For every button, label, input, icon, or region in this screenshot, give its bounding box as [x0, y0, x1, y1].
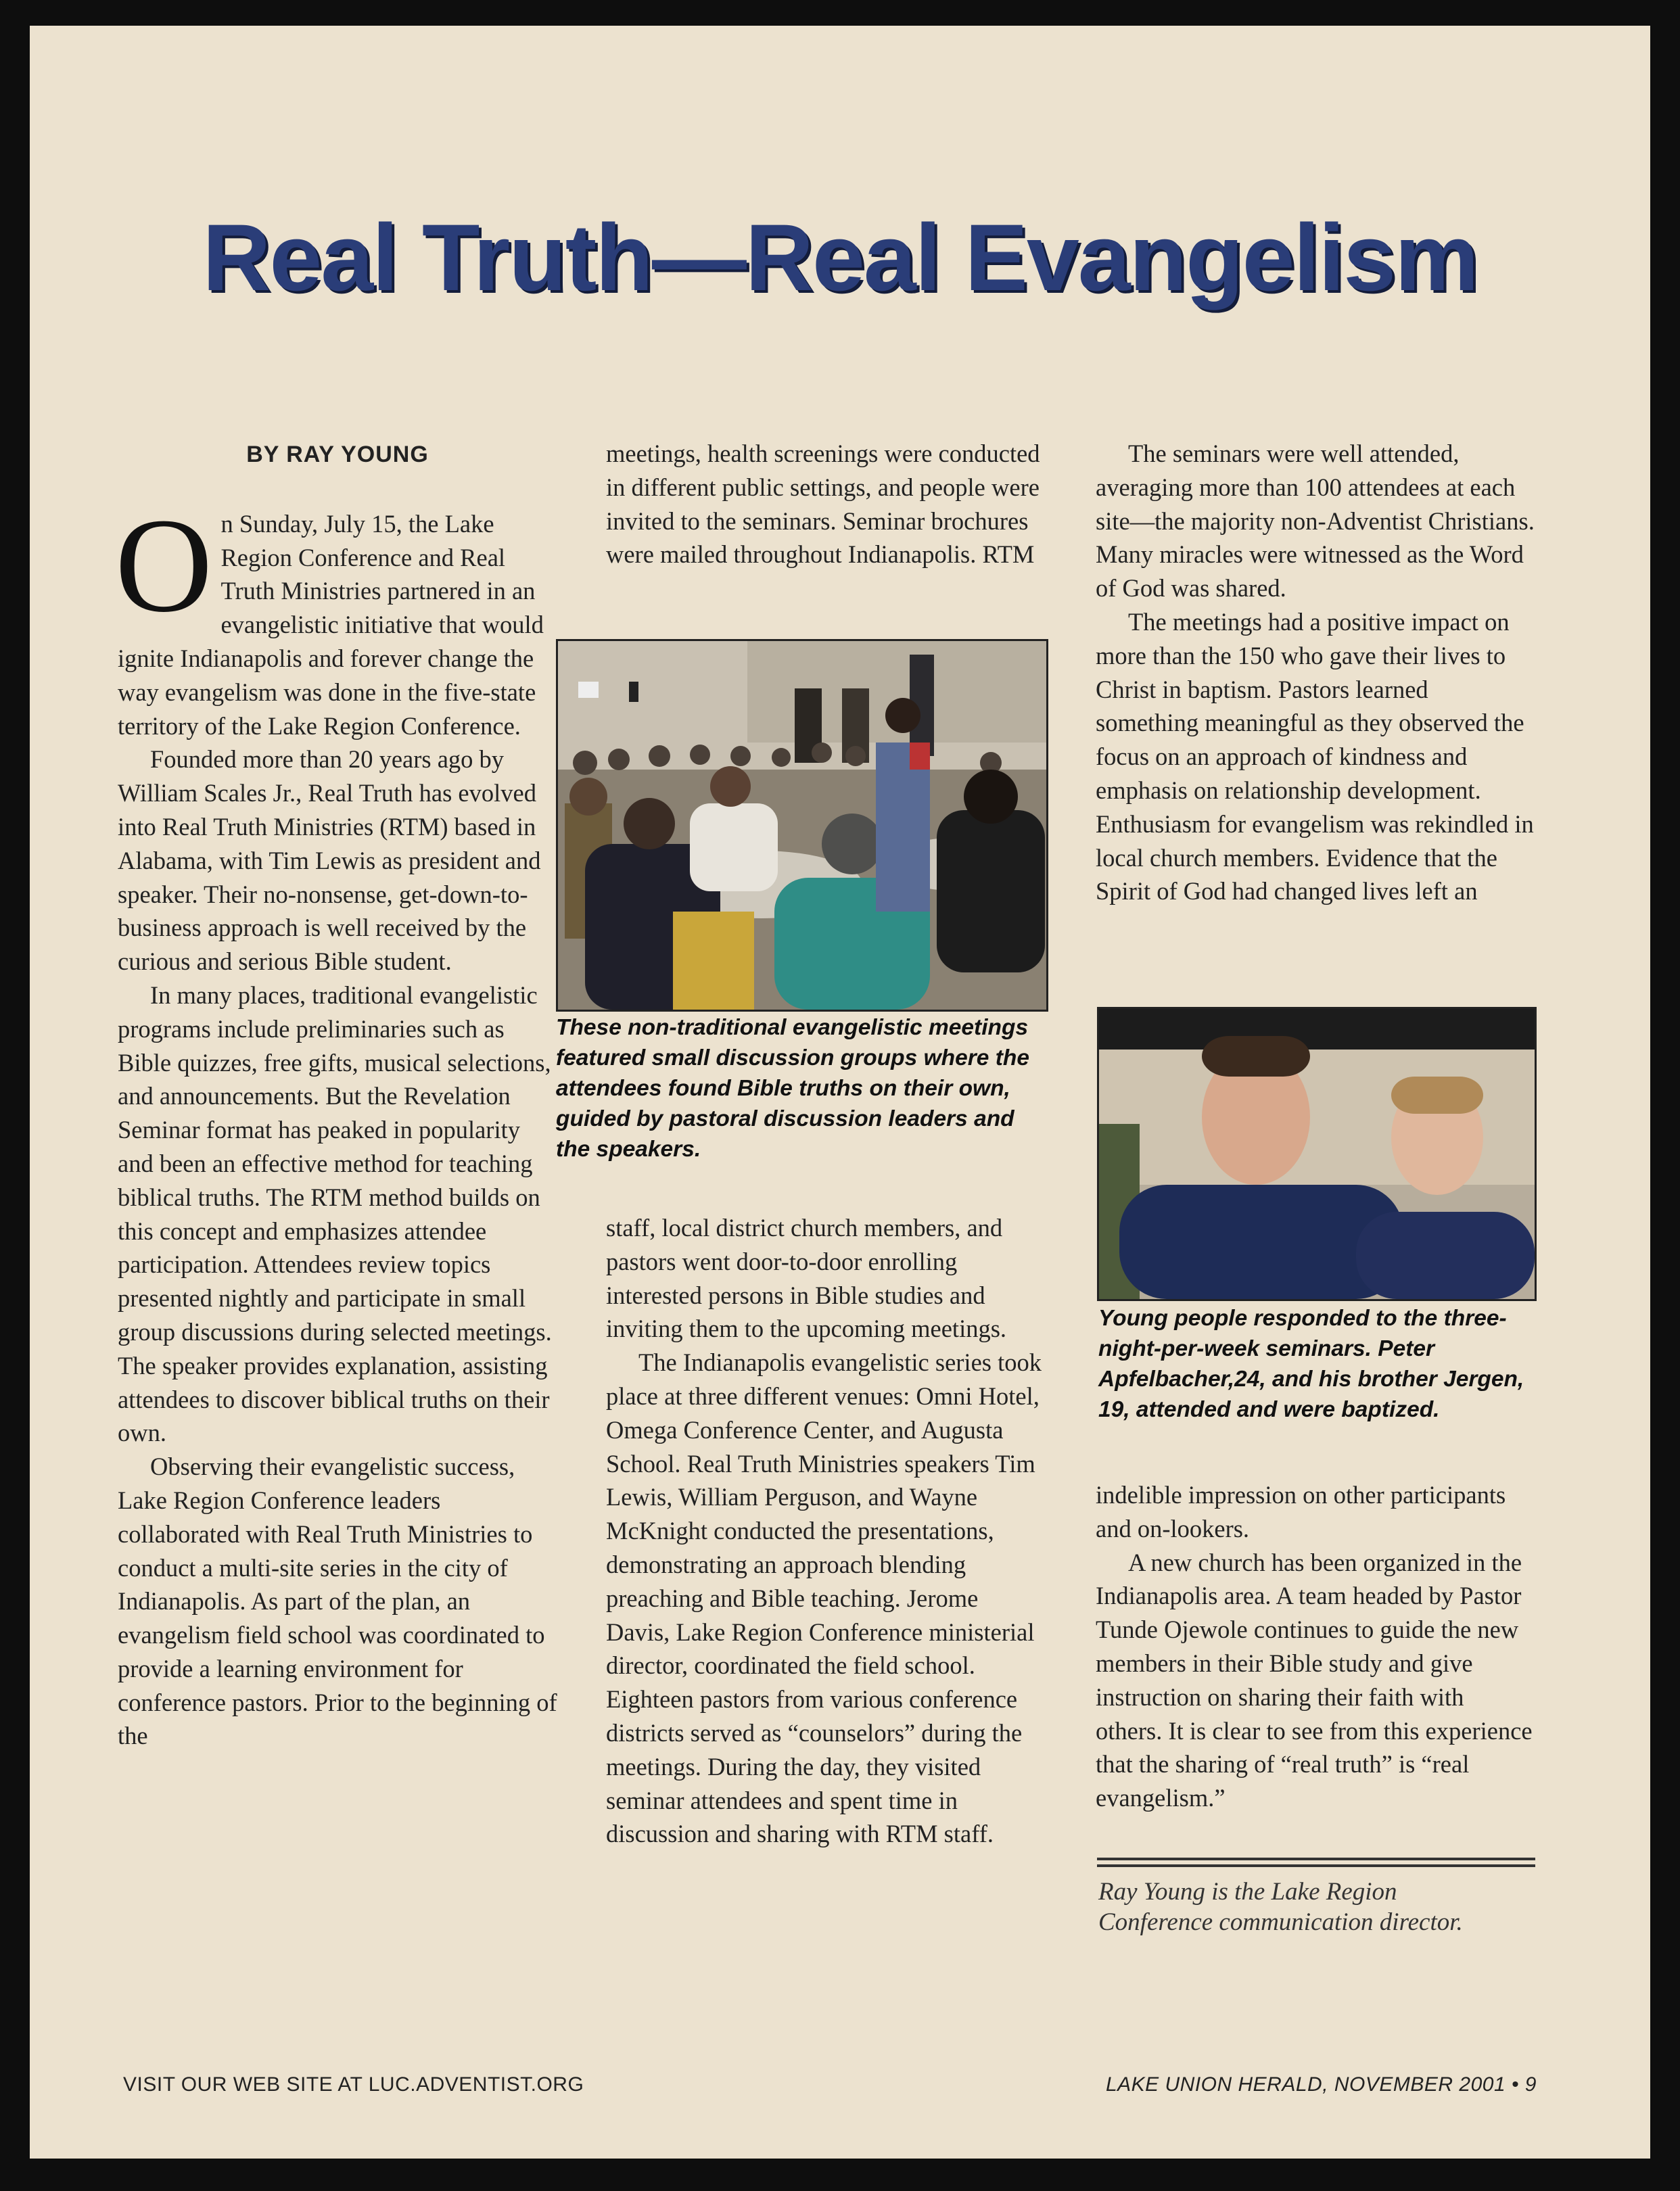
paragraph: The Indianapolis evangelistic series took place at three different venues: Omni Hotel, Omega Conference Center, and Augusta School. Real Truth Ministries speakers Tim Lewis, William Perguson, and Wayne McKnight conducted the presentations, demonstrating an approach blending preaching and Bible teaching. Jerome Davis, Lake Region Conference ministerial director, coordinated the field school. Eighteen pastors from various conference districts served as “counselors” during the meetings. During the day, they visited seminar attendees and spent time in discussion and sharing with RTM staff. — [606, 1348, 1042, 1848]
photo-seminar-caption: These non-traditional evangelistic meetings featured small discussion groups where the attendees found Bible truths on their own, guided by pastoral discussion leaders and the speakers. — [556, 1015, 1029, 1162]
intro-text: n Sunday, July 15, the Lake Region Conference and Real Truth Ministries partnered in an evangelistic initiative that would ignite Indianapolis and forever change the way evangelism was done in the five-state territory of the Lake Region Conference. — [118, 509, 544, 740]
paragraph-intro — [115, 490, 557, 743]
paragraph: meetings, health screenings were conducted in different public settings, and people were invited to the seminars. Seminar brochures were mailed throughout Indianapolis. RTM — [606, 440, 1040, 569]
column-2-top — [606, 437, 1046, 571]
photo-young-people-caption: Young people responded to the three-night-per-week seminars. Peter Apfelbacher,24, and his brother Jergen, 19, attended and were baptized. — [1098, 1306, 1524, 1422]
column-2-bottom — [606, 1211, 1046, 1851]
bio-divider — [1097, 1864, 1535, 1867]
photo-young-people — [1097, 1007, 1537, 1301]
footer-issue-page: LAKE UNION HERALD, NOVEMBER 2001 • 9 — [1105, 2073, 1537, 2096]
drop-cap: O — [115, 490, 213, 640]
column-3-top — [1096, 437, 1535, 908]
bio-divider — [1097, 1858, 1535, 1860]
paragraph: indelible impression on other participants and on-lookers. — [1096, 1481, 1506, 1542]
paragraph: A new church has been organized in the Indianapolis area. A team headed by Pastor Tunde Ojewole continues to guide the new members in their Bible study and give instruction on sharing their faith with others. It is clear to see from this experience that the sharing of “real truth” is “real evangelism.” — [1096, 1548, 1533, 1812]
paragraph: Observing their evangelistic success, Lake Region Conference leaders collaborated with Real Truth Ministries to conduct a multi-site series in the city of Indianapolis. As part of the plan, an evangelism field school was coordinated to provide a learning environment for conference pastors. Prior to the beginning of the — [118, 1453, 557, 1750]
column-3-bottom — [1096, 1478, 1535, 1815]
footer-website: VISIT OUR WEB SITE AT LUC.ADVENTIST.ORG — [123, 2073, 584, 2096]
photo-seminar-meeting — [556, 639, 1048, 1012]
paragraph: staff, local district church members, and pastors went door-to-door enrolling interested persons in Bible studies and inviting them to the upcoming meetings. — [606, 1214, 1007, 1343]
byline: BY RAY YOUNG — [246, 442, 429, 467]
paragraph: Founded more than 20 years ago by William Scales Jr., Real Truth has evolved into Real Truth Ministries (RTM) based in Alabama, with Tim Lewis as president and speaker. Their no-nonsense, get-down-to-business approach is well received by the curious and serious Bible student. — [118, 745, 541, 976]
author-bio: Ray Young is the Lake Region Conference communication director. — [1098, 1878, 1463, 1936]
paragraph: In many places, traditional evangelistic programs include preliminaries such as Bible quizzes, free gifts, musical selections, and announcements. But the Revelation Seminar format has peaked in popularity and been an effective method for teaching biblical truths. The RTM method builds on this concept and emphasizes attendee participation. Attendees review topics presented nightly and participate in small group discussions during selected meetings. The speaker provides explanation, assisting attendees to discover biblical truths on their own. — [118, 981, 552, 1447]
column-1 — [115, 438, 557, 1753]
paragraph: The meetings had a positive impact on more than the 150 who gave their lives to Christ in baptism. Pastors learned something meaningful as they observed the focus on an approach of kindness and emphasis on relationship development. Enthusiasm for evangelism was rekindled in local church members. Evidence that the Spirit of God had changed lives left an — [1096, 607, 1534, 905]
young-people-photo-image — [1099, 1009, 1535, 1299]
article-title: Real Truth—Real Evangelism — [202, 204, 1478, 310]
seminar-photo-image — [558, 641, 1046, 1010]
paragraph: The seminars were well attended, averaging more than 100 attendees at each site—the majority non-Adventist Christians. Many miracles were witnessed as the Word of God was shared. — [1096, 440, 1535, 603]
